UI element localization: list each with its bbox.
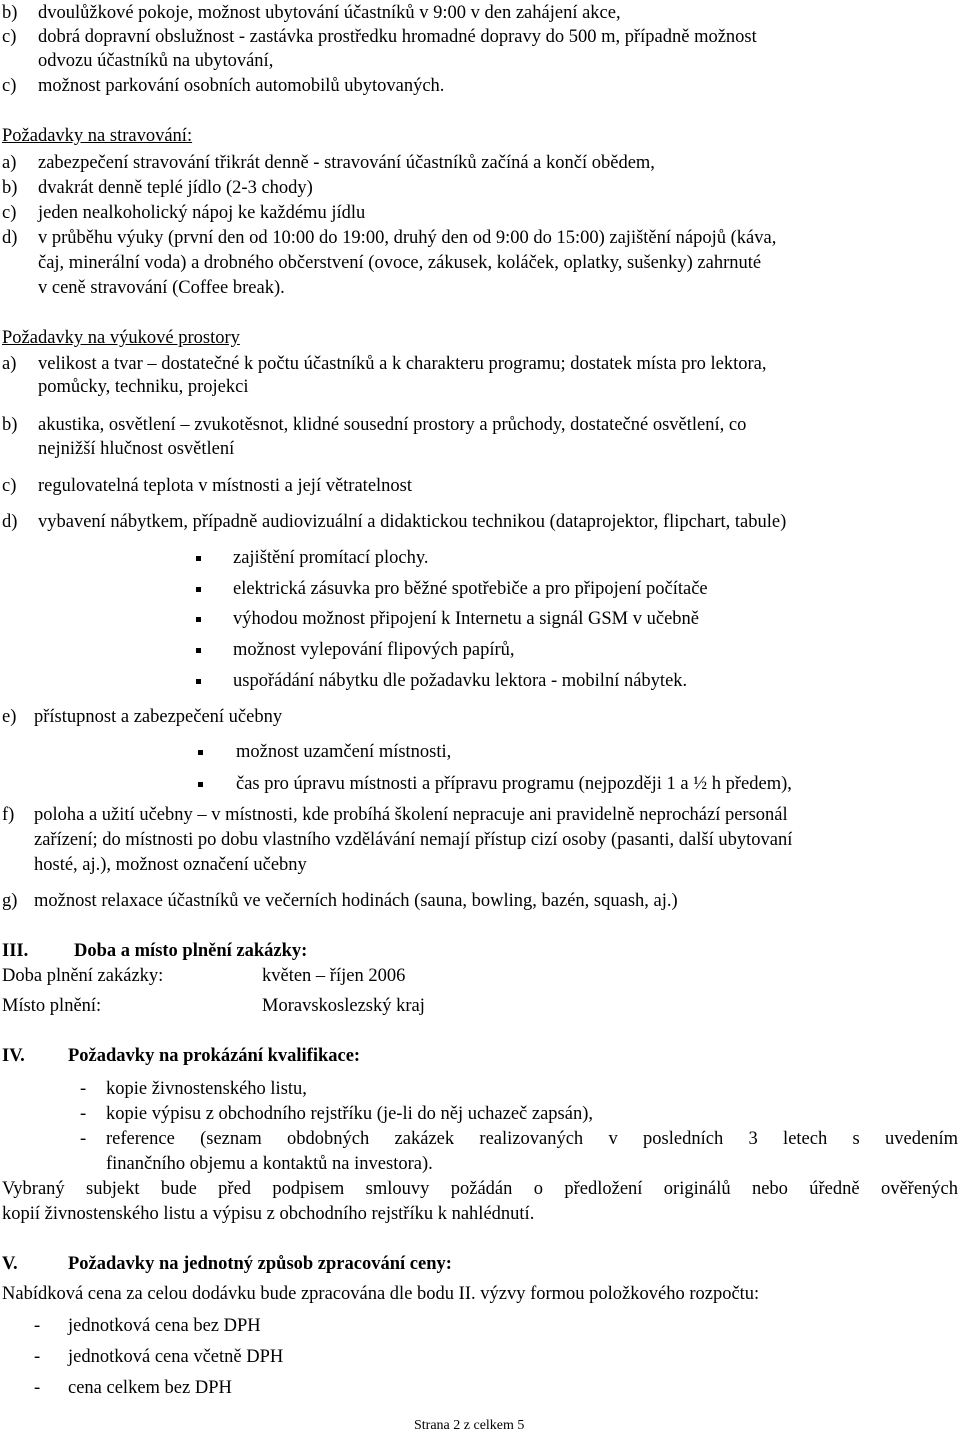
square-bullet-icon bbox=[196, 556, 201, 561]
bullet-item bbox=[196, 637, 201, 663]
section-heading: Doba a místo plnění zakázky: bbox=[74, 941, 308, 961]
list-item: kopie živnostenského listu, bbox=[106, 1079, 307, 1099]
field-label: Místo plnění: bbox=[2, 996, 102, 1016]
dash-icon: - bbox=[34, 1347, 41, 1367]
list-item: reference (seznam obdobných zakázek realizovaných v posledních 3 letech s uvedením bbox=[106, 1129, 958, 1149]
list-item-continuation: hosté, aj.), možnost označení učebny bbox=[34, 855, 307, 875]
bullet-item bbox=[196, 668, 201, 694]
square-bullet-icon bbox=[196, 617, 201, 622]
square-bullet-icon bbox=[198, 750, 203, 755]
square-bullet-icon bbox=[196, 679, 201, 684]
premises-heading: Požadavky na výukové prostory bbox=[2, 328, 240, 348]
section-number: IV. bbox=[2, 1046, 25, 1066]
list-item: kopie výpisu z obchodního rejstříku (je-li do něj uchazeč zapsán), bbox=[106, 1104, 594, 1124]
paragraph-line: Vybraný subjekt bude před podpisem smlouvy požádán o předložení originálů nebo úředně ověřených bbox=[2, 1179, 958, 1199]
catering-heading: Požadavky na stravování: bbox=[2, 126, 193, 146]
section-number: III. bbox=[2, 941, 29, 961]
bullet-item bbox=[196, 545, 201, 571]
bullet-item bbox=[198, 739, 203, 765]
list-item: cena celkem bez DPH bbox=[68, 1378, 232, 1398]
bullet-item-text: elektrická zásuvka pro běžné spotřebiče a pro připojení počítače bbox=[233, 579, 708, 599]
field-label: Doba plnění zakázky: bbox=[2, 966, 164, 986]
bullet-item bbox=[196, 576, 201, 602]
dash-icon: - bbox=[80, 1079, 87, 1099]
dash-icon: - bbox=[80, 1129, 87, 1149]
bullet-item-text: možnost uzamčení místnosti, bbox=[236, 742, 452, 762]
square-bullet-icon bbox=[196, 648, 201, 653]
field-value: Moravskoslezský kraj bbox=[262, 996, 425, 1016]
section-heading: Požadavky na jednotný způsob zpracování ceny: bbox=[68, 1254, 452, 1274]
dash-icon: - bbox=[34, 1378, 41, 1398]
paragraph-line: Nabídková cena za celou dodávku bude zpracována dle bodu II. výzvy formou položkového rozpočtu: bbox=[2, 1284, 760, 1304]
page-footer: Strana 2 z celkem 5 bbox=[414, 1418, 525, 1433]
field-value: květen – říjen 2006 bbox=[262, 966, 406, 986]
list-item: jednotková cena včetně DPH bbox=[68, 1347, 284, 1367]
list-item-continuation: pomůcky, techniku, projekci bbox=[38, 377, 249, 397]
bullet-item bbox=[198, 771, 203, 797]
list-item-continuation: odvozu účastníků na ubytování, bbox=[38, 51, 274, 71]
list-item-continuation: zařízení; do místnosti po dobu vlastního vzdělávání nemají přístup cizí osoby (pasanti, další ubytovaní bbox=[34, 830, 793, 850]
bullet-item-text: možnost vylepování flipových papírů, bbox=[233, 640, 515, 660]
section-heading: Požadavky na prokázání kvalifikace: bbox=[68, 1046, 361, 1066]
square-bullet-icon bbox=[196, 587, 201, 592]
bullet-item-text: uspořádání nábytku dle požadavku lektora - mobilní nábytek. bbox=[233, 671, 688, 691]
bullet-item bbox=[196, 606, 201, 632]
list-item-continuation: nejnižší hlučnost osvětlení bbox=[38, 439, 235, 459]
section-number: V. bbox=[2, 1254, 18, 1274]
dash-icon: - bbox=[34, 1316, 41, 1336]
list-item-continuation: finančního objemu a kontaktů na investora). bbox=[106, 1154, 433, 1174]
list-item: jednotková cena bez DPH bbox=[68, 1316, 261, 1336]
bullet-item-text: čas pro úpravu místnosti a přípravu programu (nejpozději 1 a ½ h předem), bbox=[236, 774, 792, 794]
bullet-item-text: výhodou možnost připojení k Internetu a signál GSM v učebně bbox=[233, 609, 700, 629]
dash-icon: - bbox=[80, 1104, 87, 1124]
paragraph-line: kopií živnostenského listu a výpisu z obchodního rejstříku k nahlédnutí. bbox=[2, 1204, 535, 1224]
list-item-continuation: v ceně stravování (Coffee break). bbox=[38, 278, 285, 298]
list-item-continuation: čaj, minerální voda) a drobného občerstvení (ovoce, zákusek, koláček, oplatky, sušenky) zahrnuté bbox=[38, 253, 762, 273]
square-bullet-icon bbox=[198, 782, 203, 787]
bullet-item-text: zajištění promítací plochy. bbox=[233, 548, 429, 568]
